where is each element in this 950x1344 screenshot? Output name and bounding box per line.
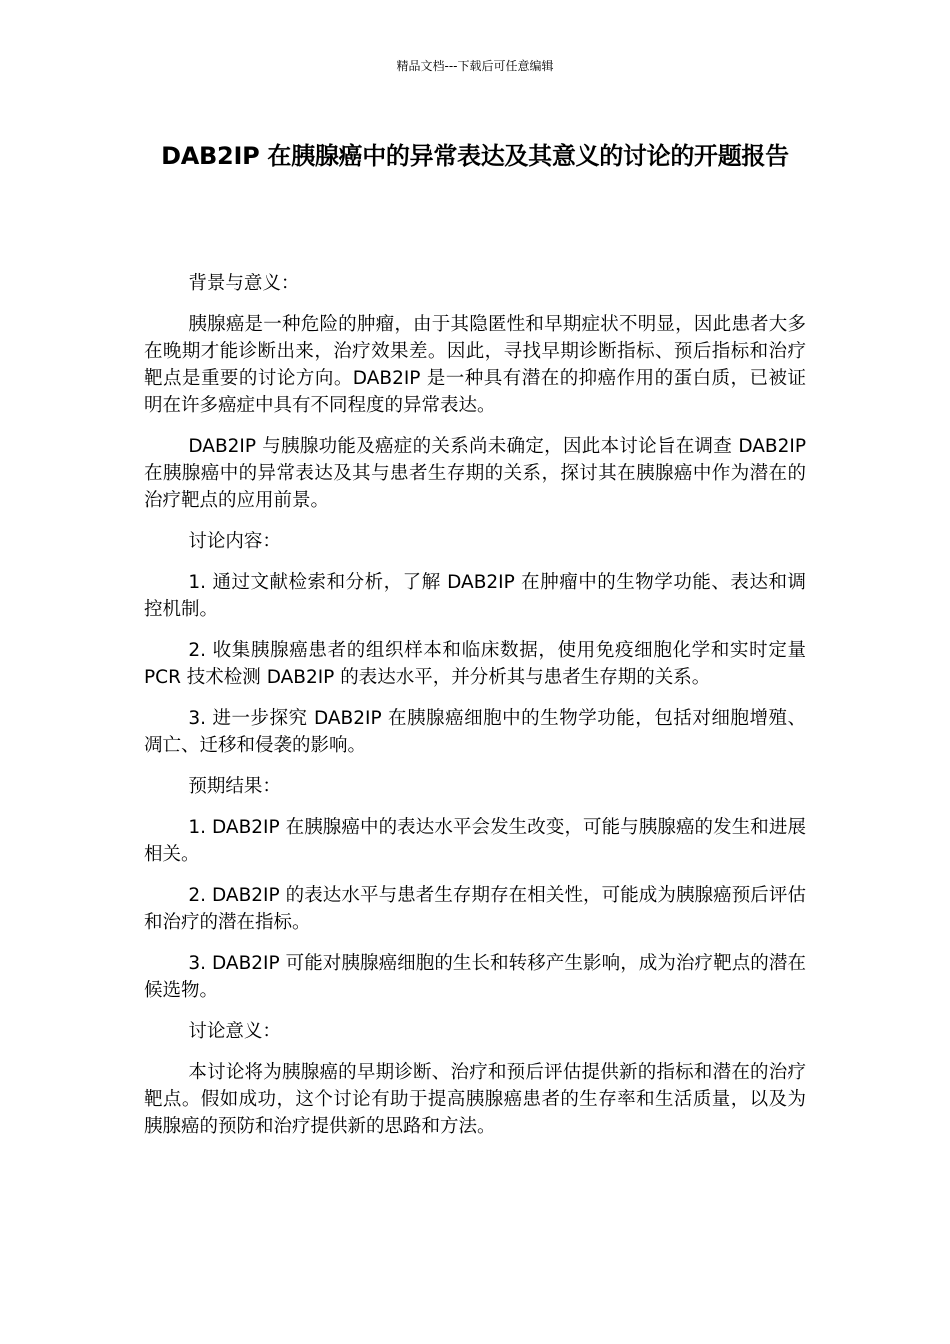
content-item-2: 2. 收集胰腺癌患者的组织样本和临床数据，使用免疫细胞化学和实时定量 PCR 技术检测 DAB2IP 的表达水平，并分析其与患者生存期的关系。 [144,640,806,688]
section-heading-background: 背景与意义： [188,273,300,294]
section-heading-expected-results: 预期结果： [188,776,281,797]
section-heading-content: 讨论内容： [188,531,281,552]
paragraph-background: 胰腺癌是一种危险的肿瘤，由于其隐匿性和早期症状不明显，因此患者大多在晚期才能诊断出来，治疗效果差。因此，寻找早期诊断指标、预后指标和治疗靶点是重要的讨论方向。DAB2IP 是一种具有潜在的抑癌作用的蛋白质，已被证明在许多癌症中具有不同程度的异常表达。 [144,314,806,416]
document-body [144,270,806,1154]
document-title: DAB2IP 在胰腺癌中的异常表达及其意义的讨论的开题报告 [161,142,789,170]
paragraph-significance: 本讨论将为胰腺癌的早期诊断、治疗和预后评估提供新的指标和潜在的治疗靶点。假如成功，这个讨论有助于提高胰腺癌患者的生存率和生活质量，以及为胰腺癌的预防和治疗提供新的思路和方法。 [144,1062,806,1137]
paragraph-purpose: DAB2IP 与胰腺功能及癌症的关系尚未确定，因此本讨论旨在调查 DAB2IP 在胰腺癌中的异常表达及其与患者生存期的关系，探讨其在胰腺癌中作为潜在的治疗靶点的应用前景。 [144,436,806,511]
content-item-3: 3. 进一步探究 DAB2IP 在胰腺癌细胞中的生物学功能，包括对细胞增殖、凋亡、迁移和侵袭的影响。 [144,708,806,756]
result-item-1: 1. DAB2IP 在胰腺癌中的表达水平会发生改变，可能与胰腺癌的发生和进展相关。 [144,817,806,865]
result-item-2: 2. DAB2IP 的表达水平与患者生存期存在相关性，可能成为胰腺癌预后评估和治疗的潜在指标。 [144,885,806,933]
section-heading-significance: 讨论意义： [188,1021,281,1042]
header-note: 精品文档---下载后可任意编辑 [396,59,554,73]
result-item-3: 3. DAB2IP 可能对胰腺癌细胞的生长和转移产生影响，成为治疗靶点的潜在候选物。 [144,953,806,1001]
content-item-1: 1. 通过文献检索和分析，了解 DAB2IP 在肿瘤中的生物学功能、表达和调控机制。 [144,572,806,620]
